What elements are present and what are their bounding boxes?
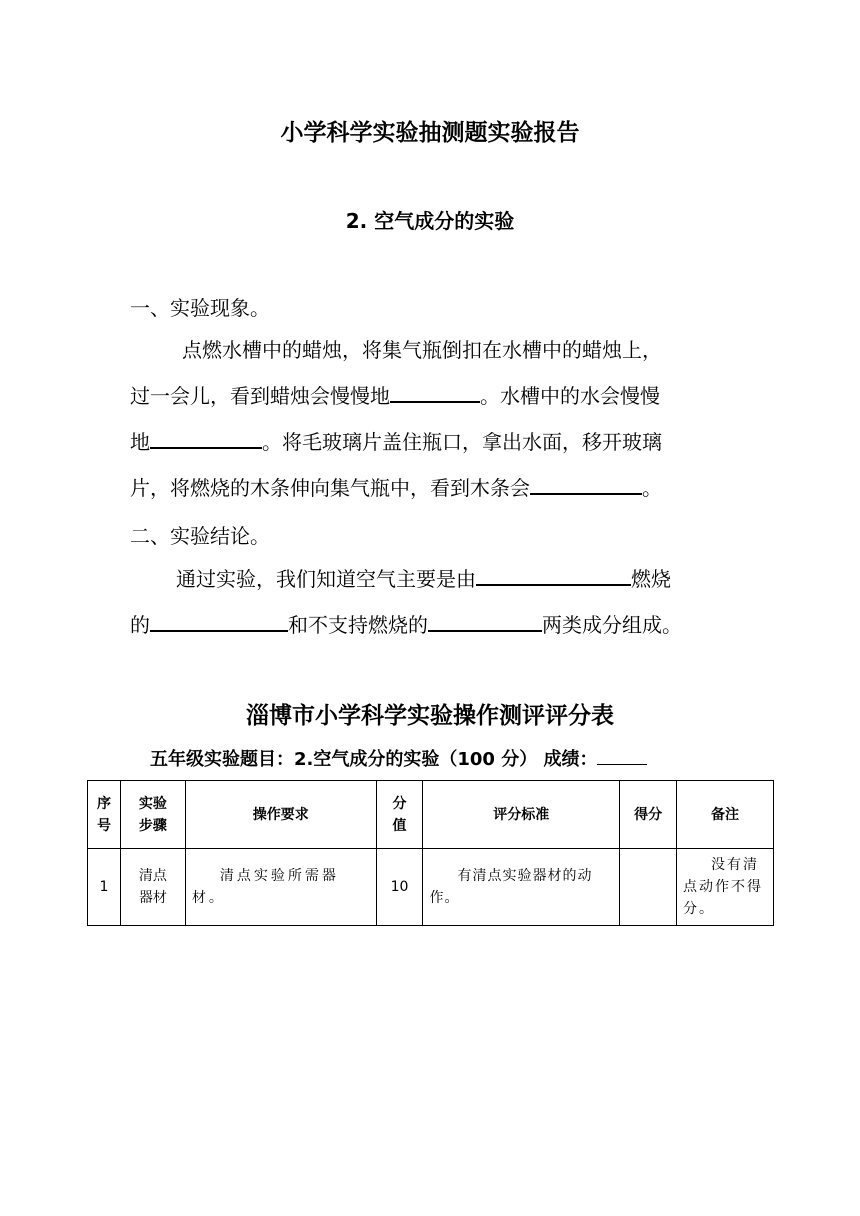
- header-points-line-2: 值: [392, 817, 407, 834]
- phenomena-line-2: [130, 373, 730, 419]
- score-sheet-subtitle-text: 五年级实验题目：2.空气成分的实验（100 分） 成绩：: [150, 749, 598, 770]
- conclusion-line-1-tail: 燃烧: [631, 567, 671, 591]
- phenomena-line-3-tail: 。将毛玻璃片盖住瓶口，拿出水面，移开玻璃: [262, 430, 662, 454]
- header-seq-line-2: 号: [96, 817, 111, 834]
- section-heading-conclusion: 二、实验结论。: [130, 524, 270, 548]
- cell-step: [120, 849, 185, 926]
- answer-blank-stick[interactable]: [530, 469, 642, 495]
- table-row: [88, 849, 774, 926]
- score-sheet-title: 淄博市小学科学实验操作测评评分表: [246, 703, 614, 729]
- conclusion-line-1-text: 通过实验，我们知道空气主要是由: [176, 567, 476, 591]
- section-heading-phenomena: 一、实验现象。: [130, 296, 270, 320]
- header-notes: 备注: [677, 781, 774, 849]
- phenomena-line-3: [130, 419, 730, 465]
- conclusion-line-2-mid: 和不支持燃烧的: [288, 613, 428, 637]
- score-table-header: [88, 781, 774, 849]
- phenomena-line-3-text: 地: [130, 430, 150, 454]
- cell-notes: 没有清点动作不得分。: [677, 849, 774, 926]
- answer-blank-support[interactable]: [476, 560, 631, 586]
- answer-blank-component-2[interactable]: [428, 606, 542, 632]
- header-seq-line-1: 序: [96, 795, 111, 812]
- header-score: 得分: [620, 781, 677, 849]
- report-title: 小学科学实验抽测题实验报告: [280, 120, 580, 146]
- header-step: [120, 781, 185, 849]
- conclusion-paragraph: [130, 556, 730, 648]
- cell-score[interactable]: [620, 849, 677, 926]
- grade-blank[interactable]: [597, 748, 647, 765]
- answer-blank-candle[interactable]: [390, 377, 480, 403]
- header-step-line-2: 步骤: [138, 817, 167, 834]
- cell-requirement: 清点实验所需器材。: [185, 849, 376, 926]
- answer-blank-water[interactable]: [150, 423, 262, 449]
- conclusion-line-2-tail: 两类成分组成。: [542, 613, 682, 637]
- header-points-line-1: 分: [392, 795, 407, 812]
- cell-step-line-1: 清点: [138, 868, 167, 884]
- header-points: [376, 781, 423, 849]
- report-subtitle: 2. 空气成分的实验: [345, 209, 515, 233]
- score-table: [87, 780, 774, 926]
- phenomena-line-1: 点燃水槽中的蜡烛，将集气瓶倒扣在水槽中的蜡烛上，: [182, 338, 662, 362]
- header-step-line-1: 实验: [138, 795, 167, 812]
- phenomena-line-4: [130, 465, 730, 511]
- header-criteria: 评分标准: [423, 781, 620, 849]
- header-requirement: 操作要求: [185, 781, 376, 849]
- conclusion-line-2: [130, 602, 730, 648]
- phenomena-line-4-tail: 。: [642, 476, 662, 500]
- cell-criteria: 有清点实验器材的动作。: [423, 849, 620, 926]
- cell-step-line-2: 器材: [138, 890, 167, 906]
- phenomena-paragraph: [130, 327, 730, 511]
- answer-blank-component-1[interactable]: [150, 606, 288, 632]
- conclusion-line-1: [130, 556, 730, 602]
- phenomena-line-4-text: 片，将燃烧的木条伸向集气瓶中，看到木条会: [130, 476, 530, 500]
- header-seq: [88, 781, 121, 849]
- score-sheet-subtitle: [150, 745, 647, 771]
- conclusion-line-2-text: 的: [130, 613, 150, 637]
- cell-points: 10: [376, 849, 423, 926]
- phenomena-line-2-text: 过一会儿，看到蜡烛会慢慢地: [130, 384, 390, 408]
- phenomena-line-2-tail: 。水槽中的水会慢慢: [480, 384, 660, 408]
- cell-seq: 1: [88, 849, 121, 926]
